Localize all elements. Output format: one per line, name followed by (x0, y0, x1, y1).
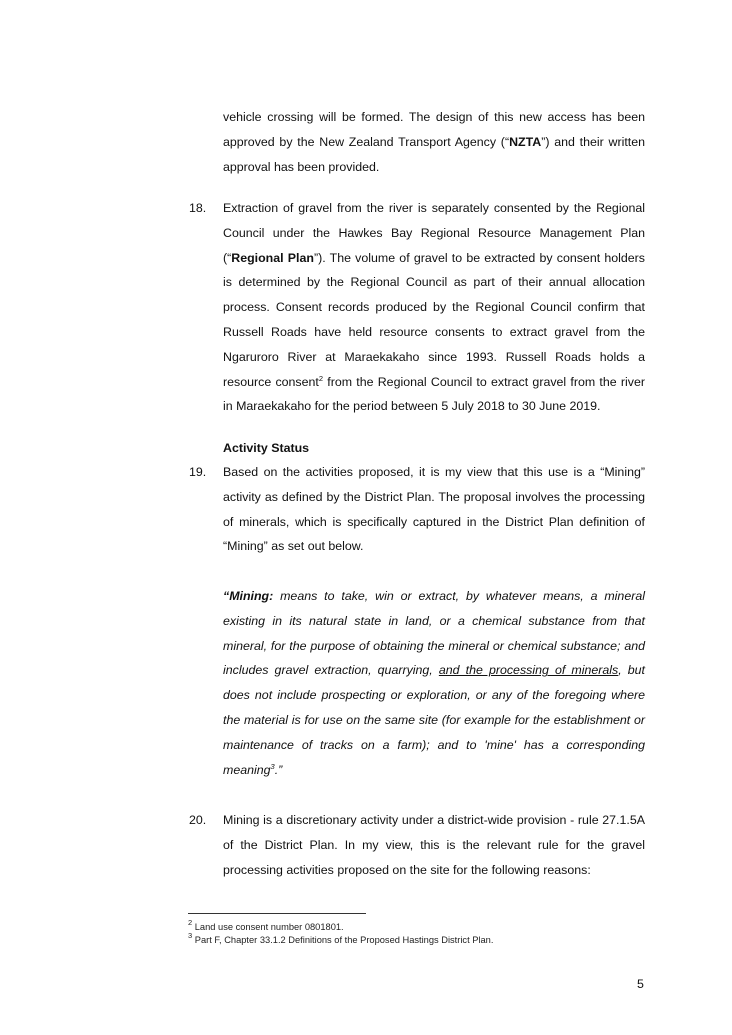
paragraph-number-18: 18. (189, 201, 207, 215)
mining-definition-quote (223, 584, 645, 782)
para18-text-3: from the Regional Council to extract gravel from the river in Maraekakaho for the period between 5 July 2018 to 30 June 2019. (223, 374, 645, 414)
paragraph-19: Based on the activities proposed, it is my view that this use is a “Mining” activity as defined by the District Plan. The proposal involves the processing of minerals, which is specifically captured in the District Plan definition of “Mining” as set out below. (223, 465, 645, 554)
quote-text-3: .” (274, 762, 283, 777)
paragraph-20: Mining is a discretionary activity under a district-wide provision - rule 27.1.5A of the District Plan. In my view, this is the relevant rule for the gravel processing activities proposed on the site for the following reasons: (223, 813, 645, 877)
footnote-2 (188, 918, 344, 934)
footnote-2-mark: 2 (188, 918, 193, 927)
paragraph-number-19: 19. (189, 465, 207, 479)
footnote-ref-2: 2 (318, 373, 324, 383)
paragraph-18 (223, 196, 645, 419)
quote-text-1: means to take, win or extract, by whatever means, a mineral existing in its natural state in land, or a chemical substance from that mineral, for the purpose of obtaining the mineral or chemical substance; and includes gravel extraction, quarrying, (223, 589, 645, 678)
para18-text-2: ”). The volume of gravel to be extracted by consent holders is determined by the Regional Council as part of their annual allocation process. Consent records produced by the Regional Council confirm that Russell Roads have held resource consents to extract gravel from the Ngaruroro River at Maraekakaho since 1993. Russell Roads holds a resource consent (223, 250, 645, 389)
para17-text-2: ”) and their written approval has been provided. (223, 134, 645, 174)
page-number: 5 (637, 977, 644, 991)
para18-text-1: Extraction of gravel from the river is separately consented by the Regional Council under the Hawkes Bay Regional Resource Management Plan (“ (223, 201, 645, 265)
quote-underlined-text: and the processing of minerals (438, 663, 619, 678)
footnote-separator (188, 913, 366, 914)
footnote-ref-3: 3 (270, 761, 275, 771)
quote-text-2: , but does not include prospecting or exploration, or any of the foregoing where the material is for use on the same site (for example for the establishment or maintenance of tracks on a farm); and to 'mine' has a corresponding meaning (223, 663, 645, 777)
para17-text-1: vehicle crossing will be formed. The design of this new access has been approved by the New Zealand Transport Agency (“ (223, 110, 645, 149)
footnote-2-text: Land use consent number 0801801. (192, 922, 344, 932)
heading-activity-status: Activity Status (223, 441, 310, 455)
regional-plan-defined-term: Regional Plan (231, 250, 314, 265)
footnote-3-text: Part F, Chapter 33.1.2 Definitions of the Proposed Hastings District Plan. (192, 935, 494, 945)
footnote-3-mark: 3 (188, 931, 193, 940)
footnote-3 (188, 931, 494, 947)
mining-term: “Mining: (223, 589, 274, 603)
nzta-defined-term: NZTA (509, 134, 542, 149)
paragraph-number-20: 20. (189, 813, 207, 827)
paragraph-17-continuation (223, 105, 645, 179)
